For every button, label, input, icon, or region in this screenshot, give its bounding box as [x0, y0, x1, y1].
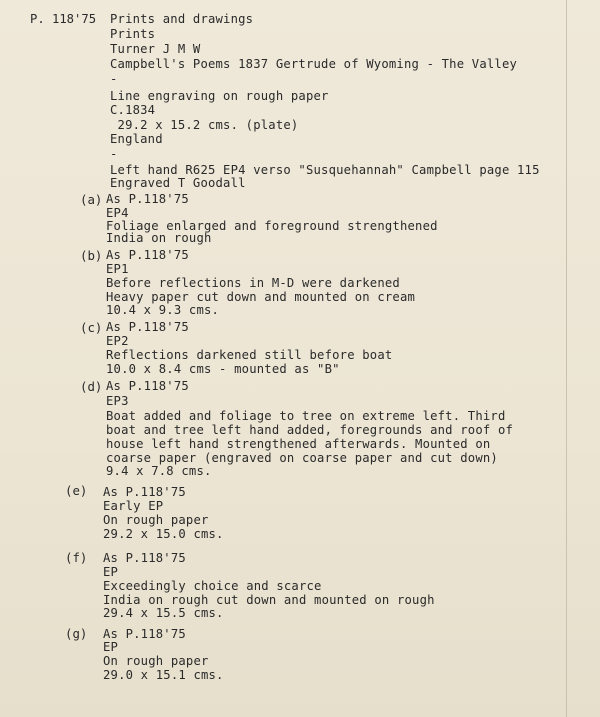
entry-label: (c)	[80, 320, 103, 335]
entry-line: 29.0 x 15.1 cms.	[103, 668, 224, 682]
entry-label: (d)	[80, 379, 103, 394]
entry-line: 9.4 x 7.8 cms.	[106, 464, 212, 478]
entry-line: India on rough cut down and mounted on rough	[103, 593, 435, 607]
entry-line: EP2	[106, 334, 129, 348]
entry-line: house left hand strengthened afterwards. Mounted on	[106, 437, 491, 451]
entry-line: EP	[103, 640, 119, 654]
entry-line: coarse paper (engraved on coarse paper and cut down)	[106, 451, 498, 465]
main-line: Campbell's Poems 1837 Gertrude of Wyoming - The Valley	[110, 57, 518, 71]
entry-line: Foliage enlarged and foreground strengthened	[106, 219, 438, 233]
entry-line: 29.4 x 15.5 cms.	[103, 606, 224, 620]
entry-line: EP3	[106, 394, 129, 408]
entry-line: As P.118'75	[103, 485, 186, 499]
entry-line: Reflections darkened still before boat	[106, 348, 393, 362]
entry-line: On rough paper	[103, 654, 209, 668]
reference-number: P. 118'75	[30, 12, 97, 26]
main-line: Engraved T Goodall	[110, 176, 246, 190]
entry-line: EP4	[106, 206, 129, 220]
entry-line: boat and tree left hand added, foregrounds and roof of	[106, 423, 514, 437]
entry-label: (b)	[80, 248, 103, 263]
entry-line: Heavy paper cut down and mounted on cream	[106, 290, 416, 304]
card-margin-line	[566, 0, 567, 717]
entry-line: EP	[103, 565, 119, 579]
entry-line: As P.118'75	[106, 248, 189, 262]
entry-line: As P.118'75	[106, 320, 189, 334]
entry-line: As P.118'75	[103, 627, 186, 641]
main-line: Left hand R625 EP4 verso "Susquehannah" Campbell page 115	[110, 163, 540, 177]
main-line: Prints	[110, 27, 156, 41]
entry-line: As P.118'75	[106, 192, 189, 206]
entry-label: (e)	[65, 483, 88, 498]
main-line: -	[110, 72, 118, 86]
entry-line: As P.118'75	[106, 379, 189, 393]
entry-line: Early EP	[103, 499, 164, 513]
main-line: Prints and drawings	[110, 12, 254, 26]
main-line: -	[110, 147, 118, 161]
entry-label: (g)	[65, 626, 88, 641]
entry-line: Before reflections in M-D were darkened	[106, 276, 400, 290]
entry-line: Boat added and foliage to tree on extreme left. Third	[106, 409, 506, 423]
entry-label: (f)	[65, 550, 88, 565]
entry-line: 29.2 x 15.0 cms.	[103, 527, 224, 541]
entry-line: 10.0 x 8.4 cms - mounted as "B"	[106, 362, 340, 376]
entry-line: 10.4 x 9.3 cms.	[106, 303, 220, 317]
main-line: Line engraving on rough paper	[110, 89, 329, 103]
entry-line: India on rough	[106, 231, 212, 245]
entry-line: As P.118'75	[103, 551, 186, 565]
entry-label: (a)	[80, 192, 103, 207]
main-line: Turner J M W	[110, 42, 201, 56]
main-line: C.1834	[110, 103, 156, 117]
entry-line: On rough paper	[103, 513, 209, 527]
entry-line: EP1	[106, 262, 129, 276]
entry-line: Exceedingly choice and scarce	[103, 579, 322, 593]
main-line: England	[110, 132, 163, 146]
main-line: 29.2 x 15.2 cms. (plate)	[110, 118, 299, 132]
